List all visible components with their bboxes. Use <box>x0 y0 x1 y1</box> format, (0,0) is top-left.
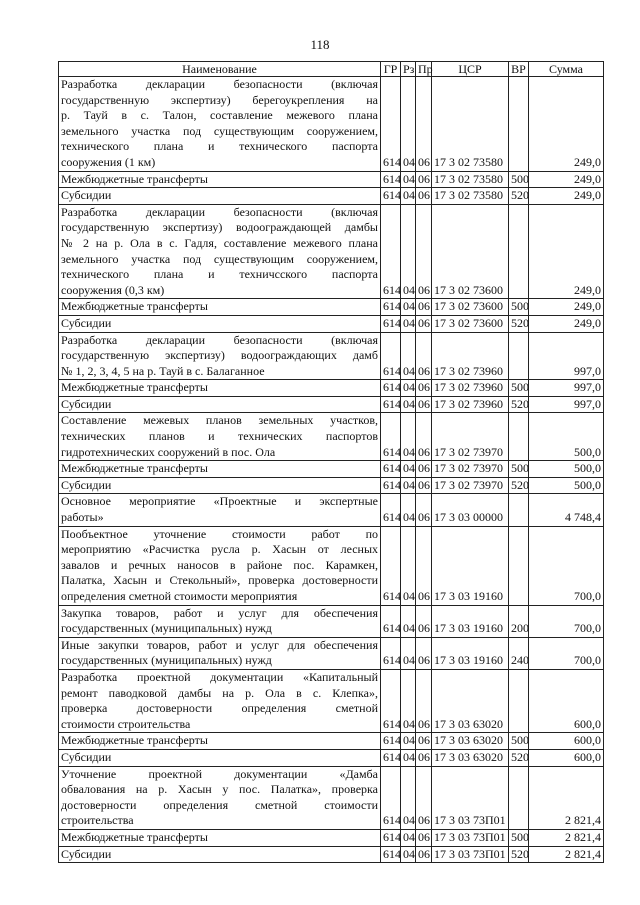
row-rz: 04 <box>401 494 416 526</box>
row-vr: 500 <box>509 461 529 478</box>
row-vr: 500 <box>509 299 529 316</box>
row-name <box>59 461 381 478</box>
row-gr: 614 <box>381 637 401 669</box>
table-row <box>59 669 604 732</box>
row-csr: 17 3 03 19160 <box>432 605 509 637</box>
row-pr: 06 <box>416 749 432 766</box>
row-name-line: Межбюджетные трансферты <box>61 733 208 748</box>
row-name-line: Субсидии <box>61 188 112 203</box>
row-name <box>59 749 381 766</box>
row-pr: 06 <box>416 77 432 172</box>
row-name-line: Субсидии <box>61 749 112 764</box>
row-vr: 500 <box>509 171 529 188</box>
table-row <box>59 413 604 461</box>
row-sum: 500,0 <box>529 477 604 494</box>
row-pr: 06 <box>416 413 432 461</box>
row-gr: 614 <box>381 77 401 172</box>
row-csr: 17 3 02 73600 <box>432 315 509 332</box>
row-vr: 520 <box>509 188 529 205</box>
row-name-line: Межбюджетные трансферты <box>61 171 208 186</box>
row-pr: 06 <box>416 396 432 413</box>
row-gr: 614 <box>381 380 401 397</box>
header-gr: ГР <box>381 62 401 77</box>
row-sum: 4 748,4 <box>529 494 604 526</box>
budget-table <box>58 61 604 863</box>
row-name-line: Межбюджетные трансферты <box>61 461 208 476</box>
row-sum: 700,0 <box>529 637 604 669</box>
row-sum: 249,0 <box>529 188 604 205</box>
row-rz: 04 <box>401 846 416 863</box>
row-name <box>59 637 381 669</box>
row-name <box>59 204 381 299</box>
row-rz: 04 <box>401 733 416 750</box>
row-name <box>59 846 381 863</box>
row-name <box>59 494 381 526</box>
row-name <box>59 733 381 750</box>
header-rz: Рз <box>401 62 416 77</box>
row-vr <box>509 766 529 829</box>
row-csr: 17 3 03 19160 <box>432 637 509 669</box>
row-csr: 17 3 02 73960 <box>432 380 509 397</box>
row-gr: 614 <box>381 766 401 829</box>
row-sum: 700,0 <box>529 526 604 605</box>
row-name-line: р. Тауй в с. Талон, составление межевого плана <box>61 108 378 123</box>
row-gr: 614 <box>381 477 401 494</box>
table-row <box>59 204 604 299</box>
row-name-line: Разработка декларации безопасности (включая <box>61 332 378 347</box>
row-rz: 04 <box>401 299 416 316</box>
row-name-line: государственную экспертизу) водоограждающей дамбы <box>61 220 378 235</box>
row-name-line: мероприятию «Расчистка русла р. Хасын от лесных <box>61 542 378 557</box>
row-name <box>59 315 381 332</box>
row-sum: 997,0 <box>529 332 604 380</box>
row-gr: 614 <box>381 299 401 316</box>
row-name-line: технических планов и технических паспортов <box>61 429 378 444</box>
row-csr: 17 3 03 63020 <box>432 733 509 750</box>
row-vr: 240 <box>509 637 529 669</box>
row-sum: 249,0 <box>529 204 604 299</box>
row-pr: 06 <box>416 526 432 605</box>
row-vr: 520 <box>509 315 529 332</box>
row-vr: 500 <box>509 733 529 750</box>
row-name-line: Межбюджетные трансферты <box>61 299 208 314</box>
row-name-line: Разработка проектной документации «Капитальный <box>61 669 378 684</box>
table-row <box>59 461 604 478</box>
row-vr <box>509 494 529 526</box>
row-csr: 17 3 02 73580 <box>432 188 509 205</box>
row-gr: 614 <box>381 413 401 461</box>
row-sum: 700,0 <box>529 605 604 637</box>
row-rz: 04 <box>401 637 416 669</box>
header-vr: ВР <box>509 62 529 77</box>
row-rz: 04 <box>401 829 416 846</box>
table-row <box>59 477 604 494</box>
row-name-line: Субсидии <box>61 477 112 492</box>
row-vr: 500 <box>509 380 529 397</box>
row-name-line: № 2 на р. Ола в с. Гадля, составление межевого плана <box>61 235 378 250</box>
table-row <box>59 171 604 188</box>
row-name <box>59 299 381 316</box>
row-vr: 200 <box>509 605 529 637</box>
row-csr: 17 3 02 73600 <box>432 204 509 299</box>
row-name <box>59 526 381 605</box>
row-pr: 06 <box>416 733 432 750</box>
row-name-line: Составление межевых планов земельных участков, <box>61 413 378 428</box>
row-name-line: сооружения (0,3 км) <box>61 282 165 297</box>
table-row <box>59 829 604 846</box>
table-row <box>59 332 604 380</box>
row-gr: 614 <box>381 204 401 299</box>
row-vr: 520 <box>509 749 529 766</box>
row-rz: 04 <box>401 766 416 829</box>
row-pr: 06 <box>416 299 432 316</box>
row-name <box>59 380 381 397</box>
row-name <box>59 171 381 188</box>
row-sum: 2 821,4 <box>529 846 604 863</box>
table-row <box>59 77 604 172</box>
row-name-line: достоверности определения сметной стоимости <box>61 797 378 812</box>
row-vr <box>509 526 529 605</box>
row-gr: 614 <box>381 733 401 750</box>
table-header-row <box>59 62 604 77</box>
row-gr: 614 <box>381 526 401 605</box>
table-row <box>59 637 604 669</box>
row-name-line: государственных (муниципальных) нужд <box>61 621 272 636</box>
row-gr: 614 <box>381 846 401 863</box>
row-name-line: Субсидии <box>61 846 112 861</box>
row-csr: 17 3 03 73П01 <box>432 829 509 846</box>
row-name-line: гидротехнических сооружений в пос. Ола <box>61 444 276 459</box>
row-name <box>59 766 381 829</box>
row-pr: 06 <box>416 477 432 494</box>
row-name-line: сооружения (1 км) <box>61 154 156 169</box>
row-name <box>59 77 381 172</box>
row-pr: 06 <box>416 829 432 846</box>
row-name-line: стоимости строительства <box>61 716 191 731</box>
row-sum: 500,0 <box>529 461 604 478</box>
row-name <box>59 332 381 380</box>
row-name-line: технического плана и технического паспорта <box>61 139 378 154</box>
row-rz: 04 <box>401 332 416 380</box>
row-rz: 04 <box>401 188 416 205</box>
table-row <box>59 299 604 316</box>
row-name-line: Субсидии <box>61 315 112 330</box>
table-row <box>59 733 604 750</box>
table-row <box>59 749 604 766</box>
row-name-line: Межбюджетные трансферты <box>61 380 208 395</box>
row-name-line: Иные закупки товаров, работ и услуг для обеспечения <box>61 637 378 652</box>
row-sum: 500,0 <box>529 413 604 461</box>
row-sum: 249,0 <box>529 171 604 188</box>
row-sum: 600,0 <box>529 749 604 766</box>
row-name-line: Уточнение проектной документации «Дамба <box>61 766 378 781</box>
header-sum: Сумма <box>529 62 604 77</box>
page-number: 118 <box>310 37 330 52</box>
row-vr: 520 <box>509 846 529 863</box>
row-gr: 614 <box>381 749 401 766</box>
row-pr: 06 <box>416 605 432 637</box>
row-vr: 520 <box>509 396 529 413</box>
row-pr: 06 <box>416 171 432 188</box>
row-vr: 520 <box>509 477 529 494</box>
row-rz: 04 <box>401 171 416 188</box>
row-csr: 17 3 02 73970 <box>432 477 509 494</box>
table-row <box>59 605 604 637</box>
row-rz: 04 <box>401 413 416 461</box>
row-gr: 614 <box>381 605 401 637</box>
row-pr: 06 <box>416 315 432 332</box>
row-name-line: строительства <box>61 813 134 828</box>
table-row <box>59 380 604 397</box>
row-gr: 614 <box>381 669 401 732</box>
row-rz: 04 <box>401 380 416 397</box>
row-sum: 997,0 <box>529 396 604 413</box>
row-rz: 04 <box>401 315 416 332</box>
row-pr: 06 <box>416 380 432 397</box>
row-csr: 17 3 03 63020 <box>432 669 509 732</box>
row-pr: 06 <box>416 461 432 478</box>
table-body <box>59 77 604 863</box>
row-pr: 06 <box>416 637 432 669</box>
row-csr: 17 3 03 19160 <box>432 526 509 605</box>
header-pr: Пр <box>416 62 432 77</box>
row-pr: 06 <box>416 332 432 380</box>
row-name-line: работы» <box>61 510 104 525</box>
row-csr: 17 3 03 00000 <box>432 494 509 526</box>
row-csr: 17 3 02 73960 <box>432 396 509 413</box>
row-rz: 04 <box>401 526 416 605</box>
row-vr: 500 <box>509 829 529 846</box>
row-vr <box>509 332 529 380</box>
row-name-line: Разработка декларации безопасности (включая <box>61 204 378 219</box>
row-csr: 17 3 02 73970 <box>432 461 509 478</box>
row-name-line: Основное мероприятие «Проектные и экспертные <box>61 494 378 509</box>
row-name-line: земельного участка под существующим сооружением, <box>61 123 378 138</box>
row-rz: 04 <box>401 396 416 413</box>
row-name-line: технического плана и техничсского паспорта <box>61 267 378 282</box>
row-sum: 2 821,4 <box>529 829 604 846</box>
row-pr: 06 <box>416 204 432 299</box>
row-name-line: государственных (муниципальных) нужд <box>61 653 272 668</box>
row-name-line: Субсидии <box>61 396 112 411</box>
row-name <box>59 829 381 846</box>
row-pr: 06 <box>416 846 432 863</box>
row-vr <box>509 204 529 299</box>
row-vr <box>509 77 529 172</box>
row-name-line: Пообъектное уточнение стоимости работ по <box>61 526 378 541</box>
row-csr: 17 3 02 73970 <box>432 413 509 461</box>
row-pr: 06 <box>416 669 432 732</box>
header-csr: ЦСР <box>432 62 509 77</box>
row-rz: 04 <box>401 477 416 494</box>
row-name-line: государственную экспертизу) берегоукрепления на <box>61 92 378 107</box>
row-pr: 06 <box>416 766 432 829</box>
row-sum: 249,0 <box>529 299 604 316</box>
table-row <box>59 188 604 205</box>
row-csr: 17 3 02 73580 <box>432 171 509 188</box>
row-gr: 614 <box>381 332 401 380</box>
row-sum: 997,0 <box>529 380 604 397</box>
row-csr: 17 3 03 73П01 <box>432 766 509 829</box>
row-name-line: Межбюджетные трансферты <box>61 829 208 844</box>
row-csr: 17 3 02 73960 <box>432 332 509 380</box>
row-pr: 06 <box>416 494 432 526</box>
row-name-line: земельного участка под существующим сооружением, <box>61 251 378 266</box>
row-gr: 614 <box>381 396 401 413</box>
row-sum: 249,0 <box>529 77 604 172</box>
row-name <box>59 605 381 637</box>
row-gr: 614 <box>381 461 401 478</box>
row-name <box>59 669 381 732</box>
row-name <box>59 477 381 494</box>
row-name <box>59 396 381 413</box>
row-name-line: завалов и речных наносов в районе пос. Карамкен, <box>61 557 378 572</box>
row-sum: 2 821,4 <box>529 766 604 829</box>
row-name-line: проверка достоверности определения сметной <box>61 701 378 716</box>
table-row <box>59 766 604 829</box>
row-rz: 04 <box>401 461 416 478</box>
table-row <box>59 494 604 526</box>
row-gr: 614 <box>381 315 401 332</box>
row-rz: 04 <box>401 605 416 637</box>
table-row <box>59 315 604 332</box>
header-name: Наименование <box>59 62 381 77</box>
row-csr: 17 3 02 73580 <box>432 77 509 172</box>
row-sum: 600,0 <box>529 733 604 750</box>
row-csr: 17 3 02 73600 <box>432 299 509 316</box>
row-rz: 04 <box>401 204 416 299</box>
row-rz: 04 <box>401 77 416 172</box>
row-name-line: № 1, 2, 3, 4, 5 на р. Тауй в с. Балаганное <box>61 363 265 378</box>
row-rz: 04 <box>401 669 416 732</box>
row-gr: 614 <box>381 494 401 526</box>
row-name-line: Палатка, Хасын и Стекольный», проверка достоверности <box>61 573 378 588</box>
row-pr: 06 <box>416 188 432 205</box>
row-name-line: определения сметной стоимости мероприятия <box>61 589 298 603</box>
row-sum: 249,0 <box>529 315 604 332</box>
row-gr: 614 <box>381 829 401 846</box>
row-name-line: Разработка декларации безопасности (включая <box>61 77 378 91</box>
row-name-line: государственную экспертизу) водоограждающих дамб <box>61 348 378 363</box>
row-name <box>59 188 381 205</box>
row-name-line: обвалования на р. Хасын у пос. Палатка», проверка <box>61 782 378 797</box>
table-row <box>59 846 604 863</box>
row-name <box>59 413 381 461</box>
row-name-line: ремонт паводковой дамбы на р. Ола в с. Клепка», <box>61 685 378 700</box>
table-row <box>59 396 604 413</box>
row-csr: 17 3 03 73П01 <box>432 846 509 863</box>
row-gr: 614 <box>381 188 401 205</box>
row-name-line: Закупка товаров, работ и услуг для обеспечения <box>61 605 378 620</box>
row-sum: 600,0 <box>529 669 604 732</box>
row-vr <box>509 413 529 461</box>
row-csr: 17 3 03 63020 <box>432 749 509 766</box>
row-rz: 04 <box>401 749 416 766</box>
row-gr: 614 <box>381 171 401 188</box>
row-vr <box>509 669 529 732</box>
table-row <box>59 526 604 605</box>
